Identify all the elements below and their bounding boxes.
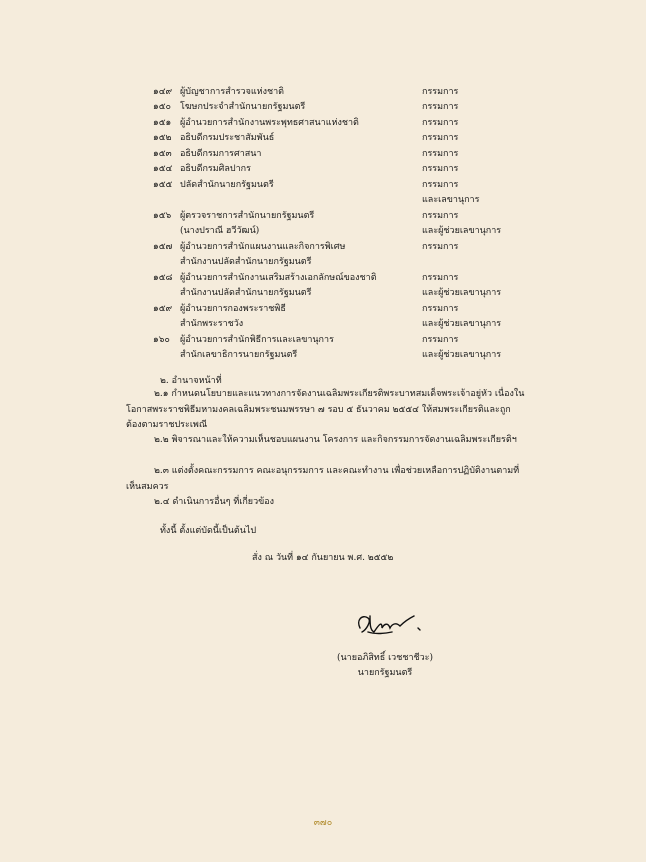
member-position-continued: สำนักพระราชวัง: [180, 319, 244, 329]
member-role-continued: และผู้ช่วยเลขานุการ: [422, 226, 502, 236]
member-position: อธิบดีกรมการศาสนา: [180, 149, 262, 159]
member-number: ๑๕๓: [153, 149, 172, 159]
member-position: โฆษกประจำสำนักนายกรัฐมนตรี: [180, 102, 306, 112]
member-position: อธิบดีกรมประชาสัมพันธ์: [180, 133, 275, 143]
member-role: กรรมการ: [422, 164, 459, 174]
member-number: ๑๕๑: [153, 118, 172, 128]
member-position: ผู้อำนวยการสำนักงานเสริมสร้างเอกลักษณ์ของชาติ: [180, 273, 377, 283]
signatory-title: นายกรัฐมนตรี: [357, 668, 413, 678]
member-position: ผู้ตรวจราชการสำนักนายกรัฐมนตรี: [180, 211, 315, 221]
member-position-continued: สำนักเลขาธิการนายกรัฐมนตรี: [180, 350, 298, 360]
member-position: ผู้อำนวยการสำนักพิธีการและเลขานุการ: [180, 335, 334, 345]
member-role: กรรมการ: [422, 149, 459, 159]
member-number: ๑๕๕: [153, 180, 173, 190]
member-number: ๑๕๔: [153, 164, 173, 174]
member-position: ผู้อำนวยการสำนักงานพระพุทธศาสนาแห่งชาติ: [180, 118, 359, 128]
member-role: กรรมการ: [422, 133, 459, 143]
member-role: กรรมการ: [422, 87, 459, 97]
signatory-name: (นายอภิสิทธิ์ เวชชาชีวะ): [336, 653, 434, 663]
member-role-continued: และผู้ช่วยเลขานุการ: [422, 319, 502, 329]
member-role: กรรมการ: [422, 118, 459, 128]
closing-statement: ทั้งนี้ ตั้งแต่บัดนี้เป็นต้นไป: [160, 526, 257, 536]
section-heading: ๒. อำนาจหน้าที่: [160, 376, 222, 386]
member-number: ๑๕๙: [153, 304, 173, 314]
member-number: ๑๕๗: [153, 242, 173, 252]
member-role: กรรมการ: [422, 273, 459, 283]
member-number: ๑๕๘: [153, 273, 173, 283]
member-number: ๑๔๙: [153, 87, 173, 97]
member-number: ๑๕๖: [153, 211, 172, 221]
member-role-continued: และเลขานุการ: [422, 195, 480, 205]
order-date: สั่ง ณ วันที่ ๑๔ กันยายน พ.ศ. ๒๕๕๒: [252, 553, 394, 563]
member-position-continued: (นางปราณี ฮวีวัฒน์): [180, 226, 260, 236]
member-position: ผู้อำนวยการสำนักแผนงานและกิจการพิเศษ: [180, 242, 346, 252]
member-role-continued: และผู้ช่วยเลขานุการ: [422, 288, 502, 298]
member-position: อธิบดีกรมศิลปากร: [180, 164, 251, 174]
member-position: ผู้อำนวยการกองพระราชพิธี: [180, 304, 286, 314]
member-number: ๑๖๐: [153, 335, 170, 345]
member-number: ๑๕๒: [153, 133, 172, 143]
signature-image: [352, 606, 432, 642]
paragraph-2-3: ๒.๓ แต่งตั้งคณะกรรมการ คณะอนุกรรมการ และคณะทำงาน เพื่อช่วยเหลือการปฏิบัติงานตามที่เห็นสมควร: [126, 466, 520, 492]
member-role: กรรมการ: [422, 242, 459, 252]
paragraph-2-2: ๒.๒ พิจารณาและให้ความเห็นชอบแผนงาน โครงการ และกิจกรรมการจัดงานเฉลิมพระเกียรติฯ: [154, 435, 517, 445]
member-role: กรรมการ: [422, 102, 459, 112]
member-role: กรรมการ: [422, 211, 459, 221]
member-number: ๑๕๐: [153, 102, 172, 112]
paragraph-2-1: ๒.๑ กำหนดนโยบายและแนวทางการจัดงานเฉลิมพระเกียรติพระบาทสมเด็จพระเจ้าอยู่หัว เนื่องในโอกาสพระราชพิธีมหามงคลเฉลิมพระชนมพรรษา ๗ รอบ ๕ ธันวาคม ๒๕๕๔ ให้สมพระเกียรติและถูกต้องตามราชประเพณี: [126, 389, 525, 430]
paragraph-2-4: ๒.๔ ดำเนินการอื่นๆ ที่เกี่ยวข้อง: [154, 497, 275, 507]
member-role: กรรมการ: [422, 180, 459, 190]
member-role-continued: และผู้ช่วยเลขานุการ: [422, 350, 502, 360]
member-role: กรรมการ: [422, 335, 459, 345]
member-position-continued: สำนักงานปลัดสำนักนายกรัฐมนตรี: [180, 257, 312, 267]
member-position-continued: สำนักงานปลัดสำนักนายกรัฐมนตรี: [180, 288, 312, 298]
member-position: ปลัดสำนักนายกรัฐมนตรี: [180, 180, 274, 190]
page-number: ๓๗๐: [313, 818, 333, 828]
member-position: ผู้บัญชาการสำรวจแห่งชาติ: [180, 87, 284, 97]
member-role: กรรมการ: [422, 304, 459, 314]
